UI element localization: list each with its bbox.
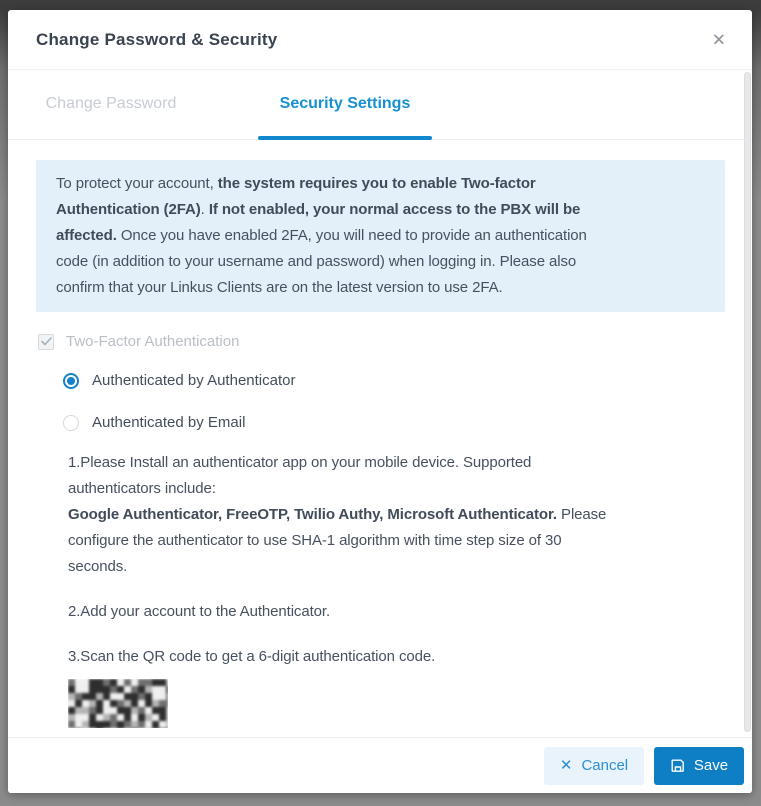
cancel-x-icon: ✕ — [559, 757, 573, 774]
scrollbar-thumb[interactable] — [744, 72, 751, 732]
close-icon[interactable]: ✕ — [711, 30, 726, 49]
dialog-header — [8, 10, 752, 70]
radio-authenticated-by-authenticator[interactable] — [63, 372, 725, 389]
qr-code — [68, 679, 168, 728]
save-button-label: Save — [693, 757, 729, 774]
twofa-checkbox — [38, 334, 54, 350]
step-2-instructions: 2.Add your account to the Authenticator. — [68, 603, 331, 620]
tab-change-password[interactable]: Change Password — [45, 95, 177, 112]
radio-authenticated-by-email[interactable] — [63, 414, 725, 431]
dialog-title: Change Password & Security — [36, 29, 278, 49]
change-password-security-dialog — [8, 10, 752, 793]
qr-code-image — [68, 679, 168, 728]
step-3-instructions: 3.Scan the QR code to get a 6-digit authentication code. — [68, 648, 436, 665]
twofa-checkbox-label: Two-Factor Authentication — [66, 333, 240, 350]
twofa-notice: To protect your account, the system requires you to enable Two-factor Authentication (2FA). If not enabled, your normal access to the PBX will be affected. Once you have enabled 2FA, you will need to provide an authentication code (in addition to your username and password) when logging in. Please also confirm that your Linkus Clients are on the latest version to use 2FA. — [36, 160, 725, 312]
radio-label: Authenticated by Authenticator — [92, 372, 296, 389]
save-button[interactable] — [654, 747, 744, 785]
tab-security-settings[interactable]: Security Settings — [279, 95, 411, 112]
step-1-instructions: 1.Please Install an authenticator app on your mobile device. Supported authenticators include: Google Authenticator, FreeOTP, Twilio Authy, Microsoft Authenticator. Please configure the authenticator to use SHA-1 algorithm with time step size of 30 seconds. — [68, 454, 607, 575]
tab-bar — [8, 70, 752, 140]
radio-icon[interactable] — [63, 415, 79, 431]
dialog-body — [8, 140, 752, 737]
cancel-button[interactable] — [544, 747, 644, 785]
save-icon — [670, 758, 686, 774]
radio-label: Authenticated by Email — [92, 414, 246, 431]
dialog-footer — [8, 737, 752, 793]
radio-icon[interactable] — [63, 373, 79, 389]
twofa-checkbox-row — [38, 333, 725, 350]
checkmark-icon — [41, 337, 52, 346]
cancel-button-label: Cancel — [581, 757, 629, 774]
